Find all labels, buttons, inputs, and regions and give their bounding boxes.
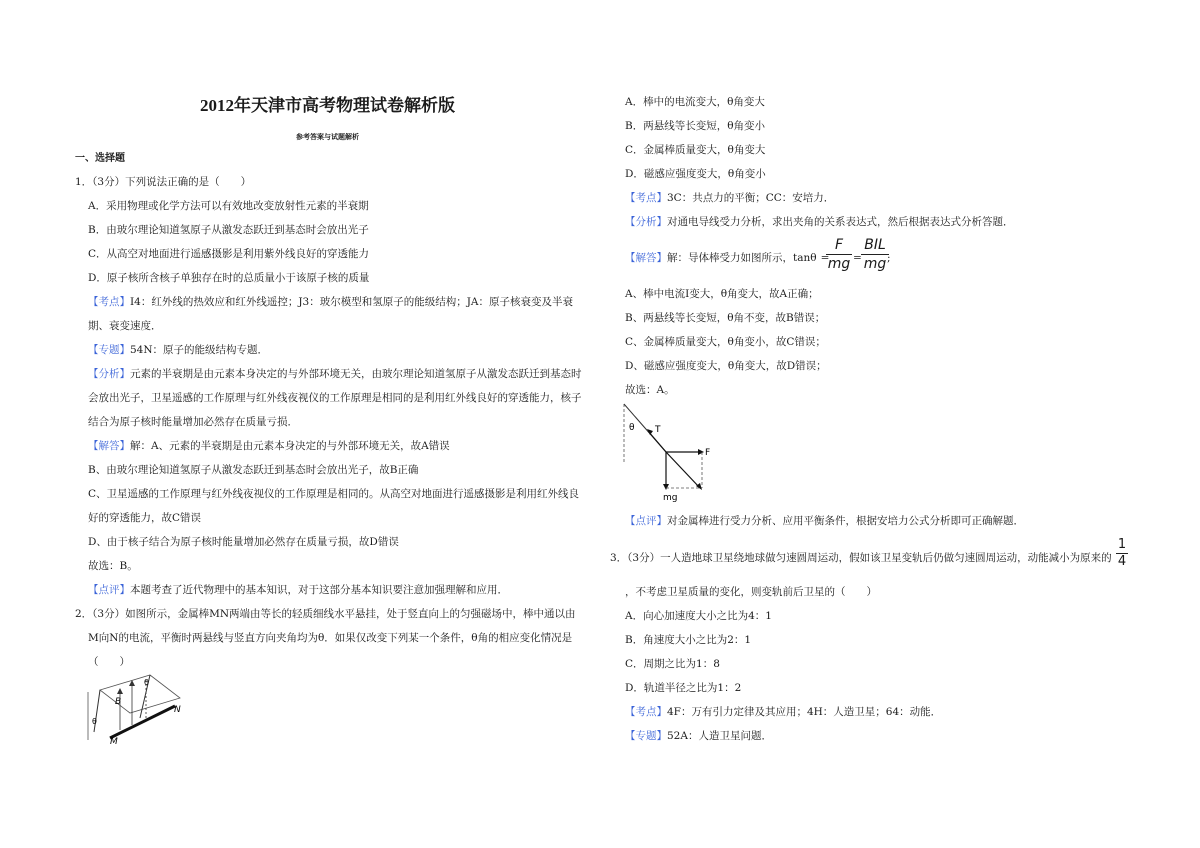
dianping-tag: 【点评】 <box>88 584 130 596</box>
q1-fenxi-text: 元素的半衰期是由元素本身决定的与外部环境无关，由玻尔理论知道氢原子从激发态跃迁到基态时 <box>130 368 582 380</box>
label-m: M <box>110 737 118 745</box>
label-b: B <box>115 697 122 707</box>
q2-jieda-b: B、两悬线等长变短，θ角不变，故B错误； <box>625 312 826 324</box>
q1-option-c: C．从高空对地面进行遥感摄影是利用紫外线良好的穿透能力 <box>88 248 370 260</box>
q1-jieda-text: 解：A、元素的半衰期是由元素本身决定的与外部环境无关，故A错误 <box>130 440 450 452</box>
q1-option-a: A．采用物理或化学方法可以有效地改变放射性元素的半衰期 <box>88 200 369 212</box>
q3-option-d: D．轨道半径之比为1：2 <box>625 682 742 694</box>
zhuanti-tag: 【专题】 <box>625 730 667 742</box>
dianping-tag: 【点评】 <box>625 515 667 527</box>
frac-den-mg2: mg <box>863 256 887 272</box>
q3-zhuanti-text: 52A：人造卫星问题． <box>667 730 772 742</box>
formula-tail: ; <box>887 252 891 264</box>
q2-dianping <box>625 515 1024 527</box>
q3-option-c: C．周期之比为1：8 <box>625 658 720 670</box>
q2-option-d: D．磁感应强度变大，θ角变小 <box>625 168 766 180</box>
q1-dianping <box>88 584 508 596</box>
q2-option-c: C．金属棒质量变大，θ角变大 <box>625 144 766 156</box>
fraction-f-over-mg <box>826 237 852 272</box>
question-2-paren: （ ） <box>88 656 130 668</box>
force-diagram-figure <box>620 402 720 502</box>
q1-fenxi-cont1: 会放出光子，卫星遥感的工作原理与红外线夜视仪的工作原理是相同的是利用红外线良好的穿透能力，核子 <box>88 392 582 404</box>
fenxi-tag: 【分析】 <box>625 216 667 228</box>
q2-jieda-c: C、金属棒质量变大，θ角变小，故C错误； <box>625 336 826 348</box>
q2-jieda <box>625 252 829 264</box>
q1-fenxi-cont2: 结合为原子核时能量增加必然存在质量亏损． <box>88 416 298 428</box>
label-n: N <box>174 705 181 715</box>
q3-option-a: A．向心加速度大小之比为4：1 <box>625 610 772 622</box>
label-t: T <box>655 425 661 435</box>
label-mg: mg <box>663 493 678 502</box>
jieda-tag: 【解答】 <box>88 440 130 452</box>
question-3-stem: 3．（3分）一人造地球卫星绕地球做匀速圆周运动，假如该卫星变轨后仍做匀速圆周运动，动能减小为原来的 <box>610 552 1112 564</box>
q1-jieda-b: B、由玻尔理论知道氢原子从激发态跃迁到基态时会放出光子，故B正确 <box>88 464 419 476</box>
fraction-bil-over-mg <box>861 237 889 272</box>
q3-option-b: B．角速度大小之比为2：1 <box>625 634 752 646</box>
page-title: 2012年天津市高考物理试卷解析版 <box>200 96 455 115</box>
q1-fenxi <box>88 368 582 380</box>
q1-jieda-d: D、由于核子结合为原子核时能量增加必然存在质量亏损，故D错误 <box>88 536 399 548</box>
formula-eq2: = <box>853 252 862 264</box>
q2-option-b: B．两悬线等长变短，θ角变小 <box>625 120 766 132</box>
frac-den-mg: mg <box>827 256 851 272</box>
fenxi-tag: 【分析】 <box>88 368 130 380</box>
q1-zhuanti-text: 54N：原子的能级结构专题． <box>130 344 269 356</box>
page-subtitle: 参考答案与试题解析 <box>296 133 359 141</box>
formula-eq: = <box>820 252 830 264</box>
question-2-stem: 2．（3分）如图所示，金属棒MN两端由等长的轻质细线水平悬挂，处于竖直向上的匀强磁场中，棒中通以由 <box>75 608 576 620</box>
kaodian-tag: 【考点】 <box>625 706 667 718</box>
kaodian-tag: 【考点】 <box>625 192 667 204</box>
q1-kaodian <box>88 296 573 308</box>
q2-dianping-text: 对金属棒进行受力分析、应用平衡条件，根据安培力公式分析即可正确解题． <box>667 515 1024 527</box>
q2-kaodian-text: 3C：共点力的平衡；CC：安培力． <box>667 192 835 204</box>
q3-kaodian-text: 4F：万有引力定律及其应用；4H：人造卫星；64：动能． <box>667 706 942 718</box>
question-2-stem-cont: M向N的电流，平衡时两悬线与竖直方向夹角均为θ．如果仅改变下列某一个条件，θ角的相应变化情况是 <box>88 632 573 644</box>
label-theta-top: θ <box>144 678 149 687</box>
question-1-stem: 1．（3分）下列说法正确的是（ ） <box>75 176 252 188</box>
q1-jieda-c-cont: 好的穿透能力，故C错误 <box>88 512 202 524</box>
label-theta: θ <box>629 423 635 433</box>
q2-jieda-a: A、棒中电流I变大，θ角变大，故A正确； <box>625 288 819 300</box>
q1-answer: 故选：B。 <box>88 560 138 572</box>
zhuanti-tag: 【专题】 <box>88 344 130 356</box>
q1-option-d: D．原子核所含核子单独存在时的总质量小于该原子核的质量 <box>88 272 370 284</box>
q2-jieda-text: 解：导体棒受力如图所示，tanθ <box>667 252 817 264</box>
q1-kaodian-cont: 期、衰变速度． <box>88 320 162 332</box>
quarter-den: 4 <box>1117 554 1127 569</box>
q2-option-a: A．棒中的电流变大，θ角变大 <box>625 96 765 108</box>
q2-kaodian <box>625 192 834 204</box>
fraction-quarter <box>1116 538 1128 569</box>
q2-answer: 故选：A。 <box>625 384 675 396</box>
q2-fenxi <box>625 216 1014 228</box>
q1-zhuanti <box>88 344 268 356</box>
kaodian-tag: 【考点】 <box>88 296 130 308</box>
q1-kaodian-text: I4：红外线的热效应和红外线遥控；J3：玻尔模型和氢原子的能级结构；JA：原子核衰变及半衰 <box>130 296 574 308</box>
q1-jieda-c: C、卫星遥感的工作原理与红外线夜视仪的工作原理是相同的。从高空对地面进行遥感摄影是利用红外线良 <box>88 488 580 500</box>
q1-option-b: B．由玻尔理论知道氢原子从激发态跃迁到基态时会放出光子 <box>88 224 369 236</box>
q2-jieda-d: D、磁感应强度变大，θ角变大，故D错误； <box>625 360 827 372</box>
q1-jieda <box>88 440 450 452</box>
frac-num-f: F <box>834 237 844 253</box>
jieda-tag: 【解答】 <box>625 252 667 264</box>
frac-num-bil: BIL <box>864 237 886 253</box>
label-theta: θ <box>92 717 97 726</box>
q1-dianping-text: 本题考查了近代物理中的基本知识，对于这部分基本知识要注意加强理解和应用． <box>130 584 508 596</box>
q3-zhuanti <box>625 730 772 742</box>
q2-fenxi-text: 对通电导线受力分析，求出夹角的关系表达式，然后根据表达式分析答题． <box>667 216 1014 228</box>
question-3-stem-cont: ，不考虑卫星质量的变化，则变轨前后卫星的（ ） <box>625 586 877 598</box>
q3-kaodian <box>625 706 941 718</box>
section-heading: 一、选择题 <box>75 153 125 164</box>
quarter-num: 1 <box>1117 537 1127 552</box>
label-f: F <box>705 448 711 458</box>
magnetic-bar-figure <box>80 670 200 745</box>
